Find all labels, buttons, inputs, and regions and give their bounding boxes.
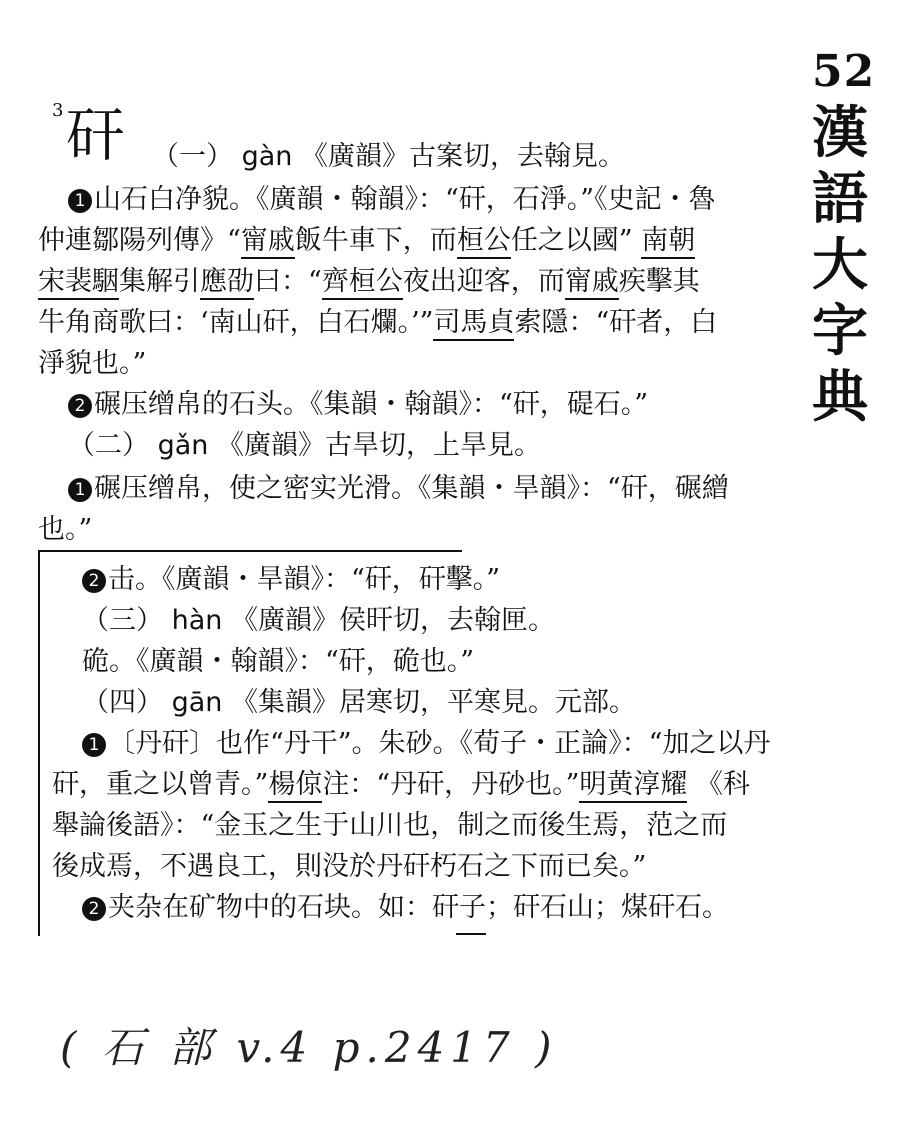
definition-line xyxy=(82,727,770,761)
definition-line: 舉論後語》：“金玉之生于山川也，制之而後生焉，范之而 xyxy=(52,810,728,841)
proper-name-underlined: 齊桓公 xyxy=(322,266,403,300)
definition-line xyxy=(82,563,500,597)
definition-text: 击。《廣韻・旱韻》：“矸，矸擊。” xyxy=(108,564,501,595)
definition-text: 《科 xyxy=(696,769,751,800)
definition-line xyxy=(38,224,695,258)
definition-line: 後成焉，不遇良工，則没於丹矸朽石之下而已矣。” xyxy=(52,851,647,882)
book-title-char: 字 xyxy=(812,298,868,364)
definition-text: 碾压缯帛，使之密实光滑。《集韻・旱韻》：“矸，碾繒 xyxy=(94,473,729,504)
proper-name-underlined: 楊倞 xyxy=(268,769,322,803)
sense-number-badge: 2 xyxy=(82,569,106,593)
handwritten-source-note: ( 石 部 v.4 p.2417 ) xyxy=(60,1023,558,1072)
definition-line: 也。” xyxy=(38,514,93,545)
definition-text: 任之以國” xyxy=(510,225,633,256)
sense-number-badge: 1 xyxy=(68,478,92,502)
definition-text: 碾压缯帛的石头。《集韻・翰韻》：“矸，碮石。” xyxy=(94,389,649,420)
sense-number-badge: 2 xyxy=(68,394,92,418)
definition-line xyxy=(68,472,729,506)
definition-text: 索隱：“矸者，白 xyxy=(514,307,718,338)
proper-name-underlined: 宋 xyxy=(38,266,65,300)
reading-text: 《集韻》居寒切，平寒見。元部。 xyxy=(230,687,636,718)
definition-line xyxy=(38,306,717,340)
definition-line xyxy=(82,891,729,925)
definition-text: 山石白净貌。《廣韻・翰韻》：“矸，石淨。”《史記・魯 xyxy=(94,184,716,215)
proper-name-underlined: 司馬貞 xyxy=(433,307,514,341)
pinyin: gǎn xyxy=(157,430,209,461)
definition-text: 仲連鄒陽列傳》“ xyxy=(38,225,241,256)
pinyin: gān xyxy=(171,687,223,718)
definition-text: 牛角商歌曰：‘南山矸，白石爛。’” xyxy=(38,307,434,338)
proper-name-underlined: 甯戚 xyxy=(241,225,295,259)
reading-text: 《廣韻》古旱切，上旱見。 xyxy=(216,430,541,461)
proper-name-underlined: 南朝 xyxy=(641,225,695,259)
definition-line xyxy=(38,265,700,299)
small-rule xyxy=(456,933,486,935)
book-title-char: 語 xyxy=(812,166,868,232)
pinyin: hàn xyxy=(171,605,223,636)
sense-number-badge: 1 xyxy=(82,733,106,757)
reading-label: （四） xyxy=(82,687,163,718)
definition-line xyxy=(68,183,716,217)
definition-text: 〔丹矸〕也作“丹干”。朱砂。《荀子・正論》：“加之以丹 xyxy=(108,728,771,759)
sense-number-badge: 1 xyxy=(68,189,92,213)
proper-name-underlined: 桓公 xyxy=(457,225,511,259)
definition-text: 矸，重之以曾青。” xyxy=(52,769,269,800)
definition-line xyxy=(68,388,648,422)
paste-border-left xyxy=(38,550,40,936)
proper-name-underlined: 黄淳耀 xyxy=(606,769,687,803)
headword-char: 矸 xyxy=(66,101,125,169)
definition-line xyxy=(52,768,750,802)
reading-label: （一） xyxy=(152,141,233,172)
book-title-char: 漢 xyxy=(812,100,868,166)
proper-name-underlined: 應劭 xyxy=(200,266,254,300)
book-title xyxy=(808,100,872,430)
reading-label: （二） xyxy=(68,430,149,461)
stroke-count: 3 xyxy=(52,100,64,121)
pinyin: gàn xyxy=(241,141,293,172)
definition-line: 硊。《廣韻・翰韻》：“矸，硊也。” xyxy=(82,646,475,677)
reading-text: 《廣韻》侯旰切，去翰匣。 xyxy=(230,605,555,636)
book-title-char: 典 xyxy=(812,364,868,430)
definition-text: 集解引 xyxy=(119,266,200,297)
definition-line: 淨貌也。” xyxy=(38,348,147,379)
definition-text: 疾擊其 xyxy=(618,266,700,297)
definition-text: 飯牛車下，而 xyxy=(294,225,457,256)
paste-border-top xyxy=(38,550,462,552)
book-title-char: 大 xyxy=(812,232,868,298)
reading-4-header xyxy=(82,686,636,720)
proper-name-underlined: 明 xyxy=(579,769,606,803)
reading-3-header xyxy=(82,604,555,638)
definition-text: 注：“丹矸，丹砂也。” xyxy=(322,769,580,800)
reading-text: 《廣韻》古案切，去翰見。 xyxy=(300,141,625,172)
proper-name-underlined: 甯戚 xyxy=(565,266,619,300)
definition-text: 夹杂在矿物中的石块。如：矸子；矸石山；煤矸石。 xyxy=(108,892,729,923)
page-number: 52 xyxy=(812,46,876,97)
definition-text: 夜出迎客，而 xyxy=(402,266,565,297)
reading-2-header xyxy=(68,429,541,463)
reading-1-header xyxy=(152,140,625,174)
sense-number-badge: 2 xyxy=(82,897,106,921)
proper-name-underlined: 裴駰 xyxy=(65,266,119,300)
reading-label: （三） xyxy=(82,605,163,636)
definition-text: 曰：“ xyxy=(254,266,322,297)
